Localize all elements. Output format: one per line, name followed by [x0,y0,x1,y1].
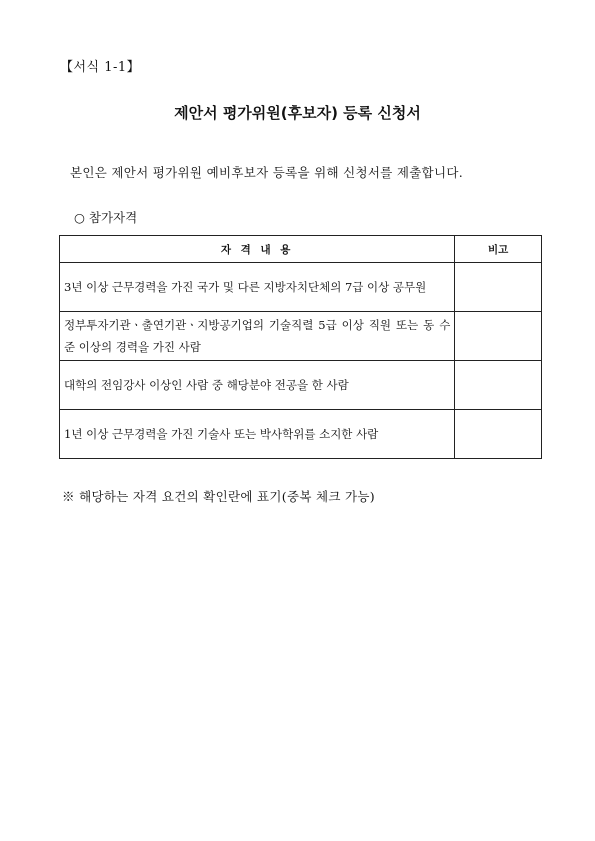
header-remarks: 비고 [455,236,542,263]
header-qualification-content: 자 격 내 용 [60,236,455,263]
check-cell[interactable] [455,312,542,361]
form-number: 【서식 1-1】 [60,60,141,75]
qualification-text: 대학의 전임강사 이상인 사람 중 해당분야 전공을 한 사람 [60,361,455,410]
qualification-table [59,235,542,459]
qualification-text: 1년 이상 근무경력을 가진 기술사 또는 박사학위를 소지한 사람 [60,410,455,459]
table-row [60,410,542,459]
qualification-text: 3년 이상 근무경력을 가진 국가 및 다른 지방자치단체의 7급 이상 공무원 [60,263,455,312]
table-header-row [60,236,542,263]
intro-statement: 본인은 제안서 평가위원 예비후보자 등록을 위해 신청서를 제출합니다. [70,165,464,180]
check-cell[interactable] [455,263,542,312]
table-row [60,312,542,361]
table-row [60,361,542,410]
table-row [60,263,542,312]
footnote: ※ 해당하는 자격 요건의 확인란에 표기(중복 체크 가능) [62,489,375,504]
document-title: 제안서 평가위원(후보자) 등록 신청서 [174,104,421,122]
section-label-qualifications: ○ 참가자격 [74,210,138,225]
check-cell[interactable] [455,361,542,410]
qualification-text: 정부투자기관ㆍ출연기관ㆍ지방공기업의 기술직렬 5급 이상 직원 또는 동 수준 이상의 경력을 가진 사람 [60,312,455,361]
check-cell[interactable] [455,410,542,459]
